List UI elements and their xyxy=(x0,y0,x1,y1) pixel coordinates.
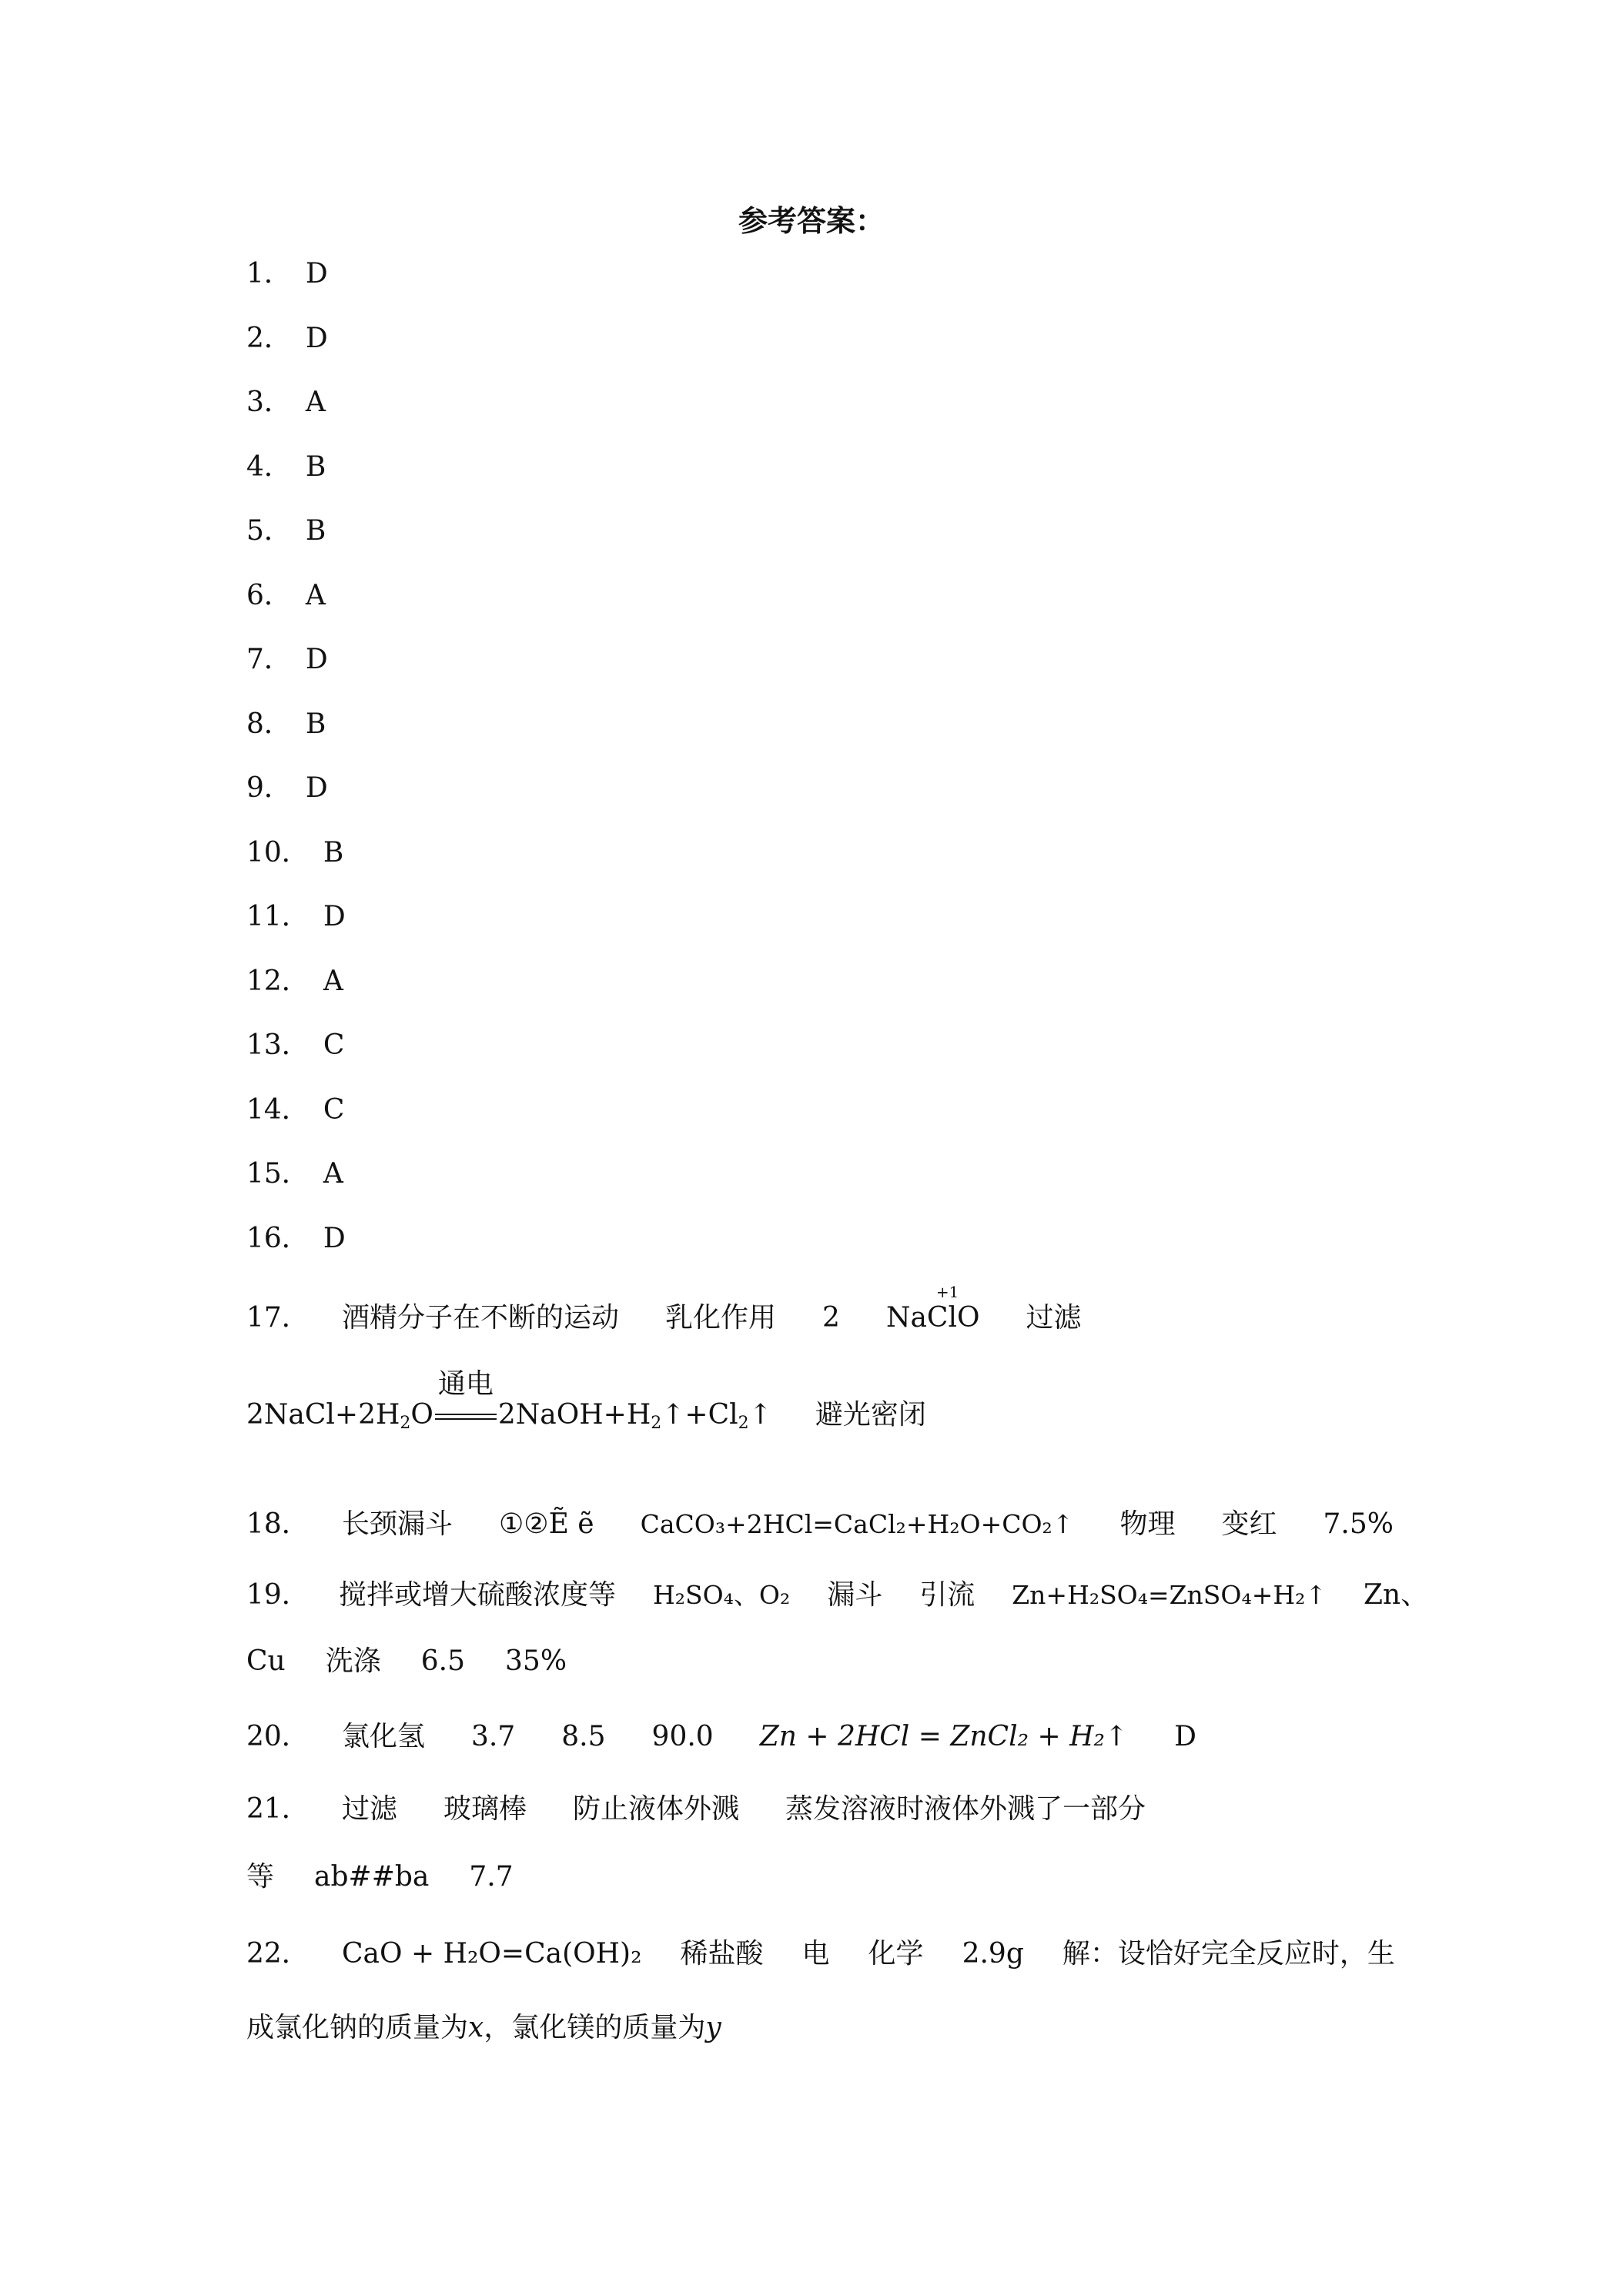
question-number: 19． xyxy=(246,1579,310,1611)
answer-part: H₂SO₄、O₂ xyxy=(653,1580,791,1610)
question-number: 13． xyxy=(246,1029,310,1061)
mc-answer-line xyxy=(246,708,326,740)
answer-part: 7.7 xyxy=(469,1861,514,1893)
mc-answer-line xyxy=(246,646,328,674)
answer-choice: D xyxy=(323,1222,346,1254)
answer-part: 稀盐酸 xyxy=(680,1938,764,1970)
question-number: 22． xyxy=(246,1938,310,1970)
answer-part: 过滤 xyxy=(1026,1302,1082,1334)
mc-answer-line xyxy=(246,389,326,417)
answer-part: 物理 xyxy=(1119,1508,1176,1540)
variable-y: y xyxy=(705,2012,721,2043)
mc-answer-line xyxy=(246,1029,345,1061)
answer-part: 化学 xyxy=(868,1938,924,1970)
question-number: 1． xyxy=(246,258,292,290)
answer-part: 2.9g xyxy=(962,1938,1024,1970)
answer-choice: D xyxy=(323,901,346,932)
question-number: 9． xyxy=(246,772,292,804)
mc-answer-line xyxy=(246,1222,346,1254)
question-number: 21． xyxy=(246,1793,310,1825)
answer-part: 引流 xyxy=(919,1579,975,1611)
equals-sign xyxy=(435,1414,497,1420)
question-number: 17． xyxy=(246,1302,310,1334)
answer-part: 搅拌或增大硫酸浓度等 xyxy=(339,1579,617,1611)
mc-answer-line xyxy=(246,1093,345,1126)
answer-choice: B xyxy=(305,515,326,547)
variable-x: x xyxy=(468,2012,484,2043)
answer-choice: A xyxy=(323,1158,343,1190)
answer-part: CaO + H₂O=Ca(OH)₂ xyxy=(342,1938,642,1970)
answer-choice: D xyxy=(305,772,328,804)
equation-part: O xyxy=(410,1399,433,1431)
question-number: 7． xyxy=(246,644,292,675)
question-number: 18． xyxy=(246,1508,310,1540)
answer-choice: B xyxy=(305,708,326,740)
answer-part: CaCO₃+2HCl=CaCl₂+H₂O+CO₂↑ xyxy=(640,1509,1074,1539)
mc-answer-line xyxy=(246,260,328,288)
mc-answer-line xyxy=(246,965,343,997)
answer-part: 3.7 xyxy=(471,1721,516,1752)
equation-part: ↑ xyxy=(748,1399,772,1431)
answer-part: 乳化作用 xyxy=(665,1302,777,1334)
formula-part: Na xyxy=(885,1302,927,1334)
question-number: 14． xyxy=(246,1093,310,1126)
answer-19 xyxy=(246,1581,1428,1609)
answer-choice: B xyxy=(305,450,326,483)
answer-part: 7.5% xyxy=(1323,1508,1394,1540)
answer-choice: A xyxy=(305,579,326,611)
equation-part: 2NaCl+2H xyxy=(246,1399,400,1431)
answer-22 xyxy=(246,1940,1395,1968)
mc-answer-line xyxy=(246,1160,343,1188)
question-number: 15． xyxy=(246,1158,310,1190)
question-number: 6． xyxy=(246,579,292,611)
answer-21 xyxy=(246,1793,1192,1825)
mc-answer-line xyxy=(246,579,326,611)
answer-part: Zn + 2HCl = ZnCl₂ + H₂↑ xyxy=(759,1721,1129,1752)
mc-answer-line xyxy=(246,772,328,804)
answer-part: 6.5 xyxy=(420,1645,466,1677)
answer-text: 成氯化钠的质量为 xyxy=(246,2012,469,2043)
condition-label: 通电 xyxy=(437,1368,494,1400)
equation-part: ↑+Cl xyxy=(661,1399,738,1431)
answer-part: 过滤 xyxy=(342,1793,398,1825)
answer-part: 蒸发溶液时液体外溅了一部分 xyxy=(785,1793,1146,1825)
answer-19-cont xyxy=(246,1645,613,1677)
answer-22-cont xyxy=(246,2014,721,2042)
question-number: 5． xyxy=(246,515,292,547)
mc-answer-line xyxy=(246,322,328,354)
answer-part: 氯化氢 xyxy=(342,1721,426,1752)
answer-part: Zn+H₂SO₄=ZnSO₄+H₂↑ xyxy=(1012,1580,1327,1610)
question-number: 11． xyxy=(246,901,310,932)
answer-part: 酒精分子在不断的运动 xyxy=(342,1302,620,1334)
answer-choice: A xyxy=(305,387,326,418)
answer-part: 电 xyxy=(801,1938,830,1970)
answer-part: Cu xyxy=(246,1645,286,1677)
mc-answer-line xyxy=(246,903,346,931)
answer-choice: D xyxy=(305,258,328,290)
equation-sub: 2 xyxy=(651,1414,662,1433)
answer-part: D xyxy=(1174,1721,1196,1752)
answer-choice: D xyxy=(305,322,328,354)
answer-part: 洗涤 xyxy=(325,1645,381,1677)
question-number: 3． xyxy=(246,387,292,418)
answer-choice: B xyxy=(323,836,344,869)
answer-choice: C xyxy=(323,1093,345,1126)
answer-17 xyxy=(246,1283,1128,1334)
equation-sub: 2 xyxy=(738,1414,749,1433)
question-number: 4． xyxy=(246,450,292,483)
answer-part: 8.5 xyxy=(561,1721,606,1752)
question-number: 12． xyxy=(246,965,310,997)
answer-20 xyxy=(246,1723,1243,1751)
mc-answer-line xyxy=(246,450,326,483)
oxidation-formula xyxy=(885,1283,980,1334)
answer-17-equation xyxy=(246,1368,972,1433)
formula-part: O xyxy=(956,1302,980,1334)
answer-part: 避光密闭 xyxy=(815,1399,926,1431)
oxidation-state: +1 xyxy=(935,1283,959,1301)
mc-answer-line xyxy=(246,517,326,545)
answer-part: 解：设恰好完全反应时，生 xyxy=(1062,1938,1395,1970)
question-number: 2． xyxy=(246,322,292,354)
answer-part: 防止液体外溅 xyxy=(573,1793,740,1825)
question-number: 10． xyxy=(246,836,310,869)
answer-part: 90.0 xyxy=(651,1721,714,1752)
answer-part: ①②Ẽ ẽ xyxy=(499,1508,594,1540)
answer-text: ，氯化镁的质量为 xyxy=(484,2012,706,2043)
answer-part: 35% xyxy=(505,1645,567,1677)
answer-part: 玻璃棒 xyxy=(443,1793,527,1825)
formula-part: Cl xyxy=(926,1302,957,1334)
answer-part: 长颈漏斗 xyxy=(342,1508,453,1540)
equation-part: 2NaOH+H xyxy=(497,1399,651,1431)
answer-choice: C xyxy=(323,1029,345,1061)
question-number: 20． xyxy=(246,1721,310,1752)
answer-part: 2 xyxy=(822,1302,840,1334)
answer-choice: A xyxy=(323,965,343,997)
answer-18 xyxy=(246,1508,1440,1540)
answer-part: 等 xyxy=(246,1861,275,1893)
page-title: 参考答案： xyxy=(738,203,885,238)
question-number: 8． xyxy=(246,708,292,740)
answer-part: Zn、 xyxy=(1364,1579,1429,1611)
answer-21-cont xyxy=(246,1863,560,1891)
answer-part: 变红 xyxy=(1221,1508,1277,1540)
answer-choice: D xyxy=(305,644,328,675)
equation-sub: 2 xyxy=(400,1414,411,1433)
question-number: 16． xyxy=(246,1222,310,1254)
electrolysis-equation xyxy=(246,1368,772,1433)
answer-part: 漏斗 xyxy=(827,1579,883,1611)
reaction-condition xyxy=(433,1368,498,1429)
answer-part: ab##ba xyxy=(314,1861,430,1893)
mc-answer-line xyxy=(246,836,344,869)
